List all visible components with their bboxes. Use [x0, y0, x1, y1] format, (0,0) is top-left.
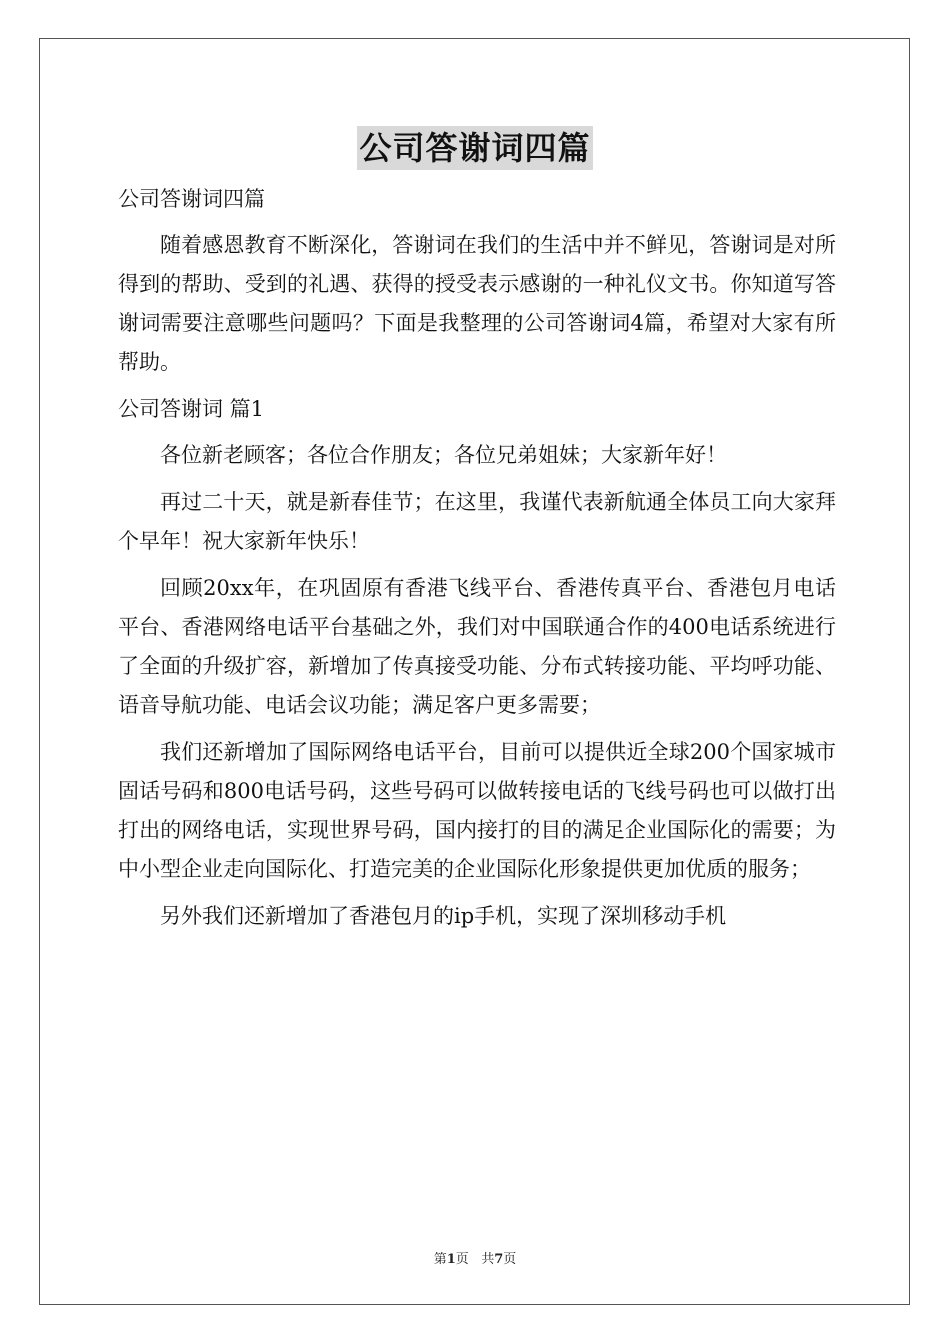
- section-heading: 公司答谢词 篇1: [118, 397, 265, 421]
- footer-total-pages: 7: [494, 1252, 504, 1267]
- intro-paragraph: 随着感恩教育不断深化，答谢词在我们的生活中并不鲜见，答谢词是对所得到的帮助、受到的礼遇、获得的授受表示感谢的一种礼仪文书。你知道写答谢词需要注意哪些问题吗？下面是我整理的公司答谢词4篇，希望对大家有所帮助。: [118, 233, 836, 374]
- footer-prefix: 第: [433, 1252, 447, 1267]
- footer-mid: 页 共: [455, 1252, 495, 1267]
- document-body: [118, 180, 836, 944]
- footer-suffix: 页: [503, 1252, 517, 1267]
- footer-page-number: 1: [446, 1252, 456, 1267]
- body-paragraph-2: 再过二十天，就是新春佳节；在这里，我谨代表新航通全体员工向大家拜个早年！祝大家新年快乐！: [118, 490, 836, 553]
- title-container: [0, 126, 950, 170]
- body-paragraph-4: 我们还新增加了国际网络电话平台，目前可以提供近全球200个国家城市固话号码和800电话号码，这些号码可以做转接电话的飞线号码也可以做打出打出的网络电话，实现世界号码，国内接打的目的满足企业国际化的需要；为中小型企业走向国际化、打造完美的企业国际化形象提供更加优质的服务；: [118, 740, 836, 881]
- document-subtitle: 公司答谢词四篇: [118, 187, 265, 211]
- body-paragraph-5: 另外我们还新增加了香港包月的ip手机，实现了深圳移动手机: [160, 904, 727, 928]
- body-paragraph-3: 回顾20xx年，在巩固原有香港飞线平台、香港传真平台、香港包月电话平台、香港网络电话平台基础之外，我们对中国联通合作的400电话系统进行了全面的升级扩容，新增加了传真接受功能、分布式转接功能、平均呼功能、语音导航功能、电话会议功能；满足客户更多需要；: [118, 576, 836, 717]
- page-footer: [0, 1248, 950, 1267]
- document-title: 公司答谢词四篇: [357, 126, 592, 170]
- body-paragraph-1: 各位新老顾客；各位合作朋友；各位兄弟姐妹；大家新年好！: [160, 443, 727, 467]
